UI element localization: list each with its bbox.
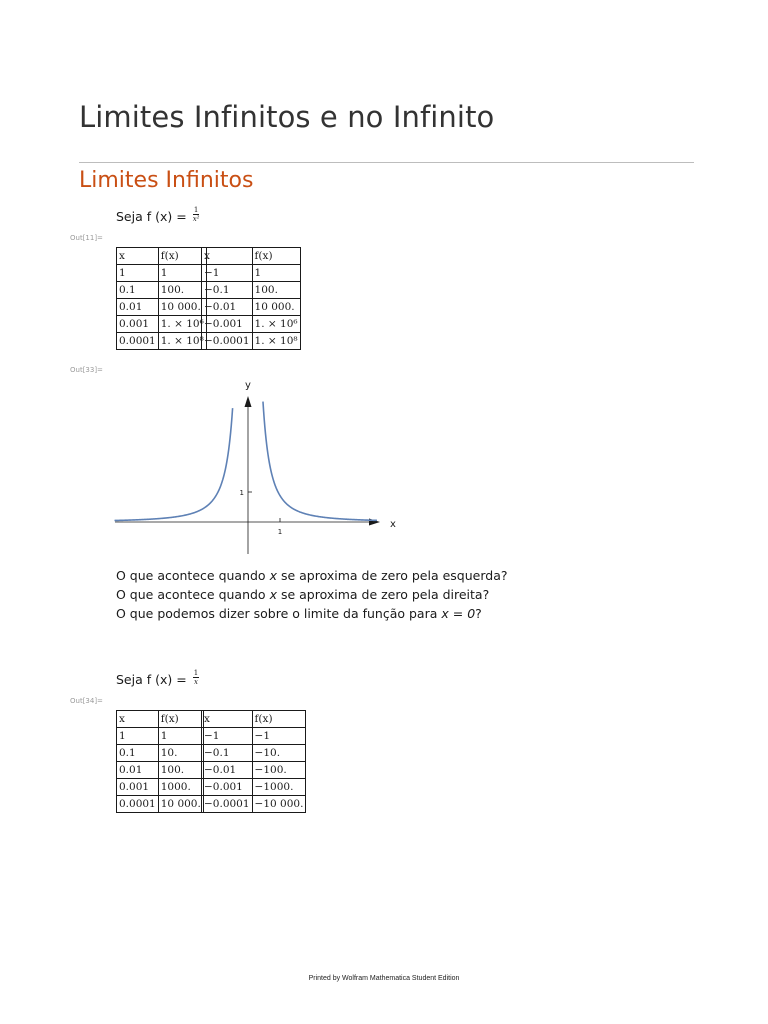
cell-x: −0.01: [202, 762, 253, 779]
cell-fx: 1: [158, 728, 203, 745]
cell-fx: 10 000.: [158, 796, 203, 813]
fraction-denominator: x²: [192, 215, 200, 223]
header-fx: f(x): [158, 248, 206, 265]
intro-text: Seja f (x) =: [116, 672, 187, 687]
values-table-positive-2: [116, 710, 204, 813]
cell-x: −0.001: [202, 316, 253, 333]
table-row: [117, 779, 204, 796]
header-fx: f(x): [252, 248, 300, 265]
header-x: x: [202, 248, 253, 265]
table-header-row: [117, 711, 204, 728]
question-right-end: se aproxima de zero pela direita?: [276, 587, 490, 602]
header-x: x: [202, 711, 253, 728]
question-right-var: x: [269, 587, 277, 602]
cell-fx: −100.: [252, 762, 306, 779]
cell-fx: 1. × 10⁸: [252, 333, 300, 350]
cell-fx: 10.: [158, 745, 203, 762]
out-label-11: Out[11]=: [70, 234, 103, 242]
fraction-numerator: 1: [193, 206, 199, 214]
question-limit-var: x = 0: [441, 606, 476, 621]
y-tick-label: 1: [239, 489, 244, 497]
cell-fx: −1: [252, 728, 306, 745]
table-header-row: [202, 711, 306, 728]
cell-x: −0.0001: [202, 333, 253, 350]
table-row: [202, 282, 301, 299]
footer-note: Printed by Wolfram Mathematica Student Edition: [308, 975, 460, 982]
table-row: [202, 762, 306, 779]
cell-fx: 1. × 10⁸: [158, 333, 206, 350]
intro-line-1: [116, 206, 200, 226]
out-label-34: Out[34]=: [70, 697, 103, 705]
cell-fx: 1: [252, 265, 300, 282]
fraction-1-over-x-squared: [193, 206, 200, 223]
question-right-text: O que acontece quando: [116, 587, 270, 602]
table-row: [202, 779, 306, 796]
y-axis-label: y: [245, 380, 251, 391]
cell-fx: 1000.: [158, 779, 203, 796]
cell-fx: 100.: [252, 282, 300, 299]
function-plot: [110, 378, 410, 558]
question-limit-text: O que podemos dizer sobre o limite da função para: [116, 606, 442, 621]
table-row: [202, 316, 301, 333]
question-left: [116, 568, 508, 583]
table-header-row: [202, 248, 301, 265]
question-left-end: se aproxima de zero pela esquerda?: [276, 568, 508, 583]
question-left-text: O que acontece quando: [116, 568, 270, 583]
cell-x: 0.0001: [117, 796, 159, 813]
cell-x: 0.1: [117, 745, 159, 762]
table-row: [117, 282, 207, 299]
curve-right-branch: [263, 402, 377, 521]
table-row: [202, 745, 306, 762]
table-row: [202, 728, 306, 745]
values-table-positive-1: [116, 247, 207, 350]
x-axis-label: x: [390, 519, 396, 530]
values-table-negative-2: [201, 710, 306, 813]
cell-x: 1: [117, 265, 159, 282]
title-divider: [79, 162, 694, 163]
cell-x: −1: [202, 265, 253, 282]
cell-x: 0.01: [117, 762, 159, 779]
header-fx: f(x): [252, 711, 306, 728]
cell-x: 0.1: [117, 282, 159, 299]
cell-fx: 1. × 10⁶: [252, 316, 300, 333]
cell-fx: 10 000.: [158, 299, 206, 316]
cell-fx: −10.: [252, 745, 306, 762]
intro-text: Seja f (x) =: [116, 209, 187, 224]
cell-fx: 10 000.: [252, 299, 300, 316]
out-label-33: Out[33]=: [70, 366, 103, 374]
fraction-denominator: x: [193, 678, 198, 686]
cell-fx: 100.: [158, 282, 206, 299]
table-row: [117, 316, 207, 333]
cell-fx: 100.: [158, 762, 203, 779]
table-row: [202, 265, 301, 282]
cell-x: 0.001: [117, 779, 159, 796]
table-row: [117, 762, 204, 779]
question-limit-end: ?: [475, 606, 482, 621]
table-header-row: [117, 248, 207, 265]
cell-x: −0.0001: [202, 796, 253, 813]
intro-line-2: [116, 669, 199, 689]
question-right: [116, 587, 489, 602]
table-row: [202, 333, 301, 350]
question-left-var: x: [269, 568, 277, 583]
cell-fx: −1000.: [252, 779, 306, 796]
header-x: x: [117, 711, 159, 728]
cell-x: 0.01: [117, 299, 159, 316]
header-fx: f(x): [158, 711, 203, 728]
cell-x: −0.001: [202, 779, 253, 796]
table-row: [202, 796, 306, 813]
fraction-1-over-x: [193, 669, 199, 686]
curve-left-branch: [115, 408, 233, 520]
page-title: Limites Infinitos e no Infinito: [79, 100, 495, 134]
table-row: [117, 728, 204, 745]
fraction-numerator: 1: [193, 669, 199, 677]
table-row: [117, 265, 207, 282]
x-tick-label: 1: [277, 528, 283, 536]
cell-x: 1: [117, 728, 159, 745]
cell-x: −1: [202, 728, 253, 745]
header-x: x: [117, 248, 159, 265]
cell-fx: 1. × 10⁶: [158, 316, 206, 333]
table-row: [117, 299, 207, 316]
question-limit: [116, 606, 482, 621]
table-row: [117, 745, 204, 762]
cell-fx: −10 000.: [252, 796, 306, 813]
table-row: [117, 796, 204, 813]
table-row: [117, 333, 207, 350]
cell-x: −0.1: [202, 282, 253, 299]
y-axis-arrow: [245, 396, 252, 407]
cell-x: 0.001: [117, 316, 159, 333]
cell-fx: 1: [158, 265, 206, 282]
values-table-negative-1: [201, 247, 301, 350]
section-title: Limites Infinitos: [79, 168, 254, 193]
cell-x: 0.0001: [117, 333, 159, 350]
table-row: [202, 299, 301, 316]
cell-x: −0.1: [202, 745, 253, 762]
cell-x: −0.01: [202, 299, 253, 316]
